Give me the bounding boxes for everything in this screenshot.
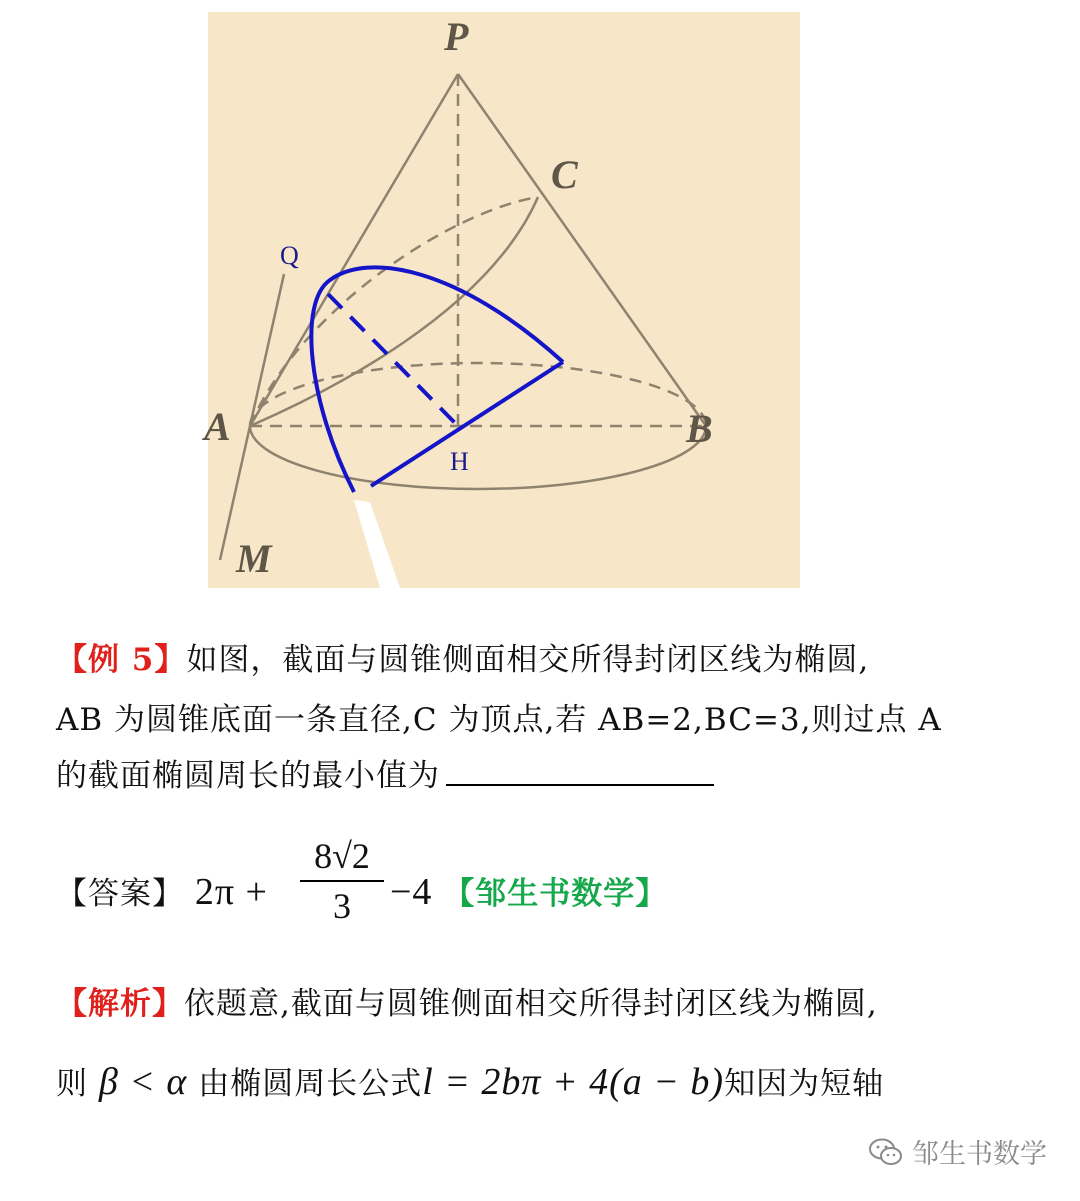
- analysis-text-post: 知因为短轴: [724, 1066, 885, 1102]
- fraction-bar: [300, 880, 384, 882]
- answer-post: −4: [390, 871, 433, 913]
- answer-tag: 【答案】: [56, 876, 184, 912]
- problem-text-1: 如图，截面与圆锥侧面相交所得封闭区线为椭圆,: [186, 642, 870, 678]
- problem-line-3: [56, 750, 714, 795]
- dashed-segment-qh: [328, 294, 458, 426]
- answer-pre: 2π +: [194, 871, 268, 913]
- watermark: [868, 1132, 1047, 1171]
- label-p: P: [444, 14, 469, 59]
- problem-text-3: 的截面椭圆周长的最小值为: [56, 758, 440, 794]
- label-h: H: [450, 447, 469, 476]
- analysis-text-1: 依题意,截面与圆锥侧面相交所得封闭区线为椭圆,: [184, 986, 878, 1022]
- wechat-icon: [868, 1137, 904, 1167]
- analysis-text-mid: 由椭圆周长公式: [198, 1066, 423, 1102]
- analysis-line-2: [56, 1058, 884, 1104]
- label-c: C: [551, 152, 578, 197]
- problem-tag: 【例 5】: [56, 642, 187, 678]
- answer-tail: [390, 868, 667, 914]
- parabola-curve: [311, 267, 563, 492]
- analysis-inequality: β < α: [98, 1061, 188, 1103]
- problem-line-1: [56, 634, 869, 679]
- label-q: Q: [280, 241, 299, 270]
- fraction-denominator: 3: [333, 886, 351, 926]
- answer-line: [56, 868, 268, 914]
- analysis-tag: 【解析】: [56, 986, 184, 1022]
- answer-fraction: [300, 836, 384, 926]
- fraction-numerator: 8√2: [314, 836, 370, 876]
- cone-side-right: [458, 74, 706, 426]
- label-m: M: [236, 536, 272, 581]
- analysis-text-pre: 则: [56, 1066, 88, 1102]
- answer-source: 【邹生书数学】: [443, 876, 668, 912]
- answer-blank: [446, 756, 714, 786]
- base-ellipse-front: [250, 426, 706, 489]
- cone-figure: [204, 12, 800, 588]
- analysis-line-1: [56, 978, 878, 1023]
- white-streak: [354, 500, 400, 588]
- problem-text-2: AB 为圆锥底面一条直径,C 为顶点,若 AB=2,BC=3,则过点 A: [56, 702, 942, 738]
- cone-diagram: [204, 12, 800, 588]
- problem-line-2: [56, 694, 942, 739]
- analysis-formula: l = 2bπ + 4(a − b): [422, 1061, 725, 1103]
- watermark-text: 邹生书数学: [912, 1139, 1047, 1170]
- label-b: B: [686, 406, 713, 451]
- label-a: A: [204, 404, 231, 449]
